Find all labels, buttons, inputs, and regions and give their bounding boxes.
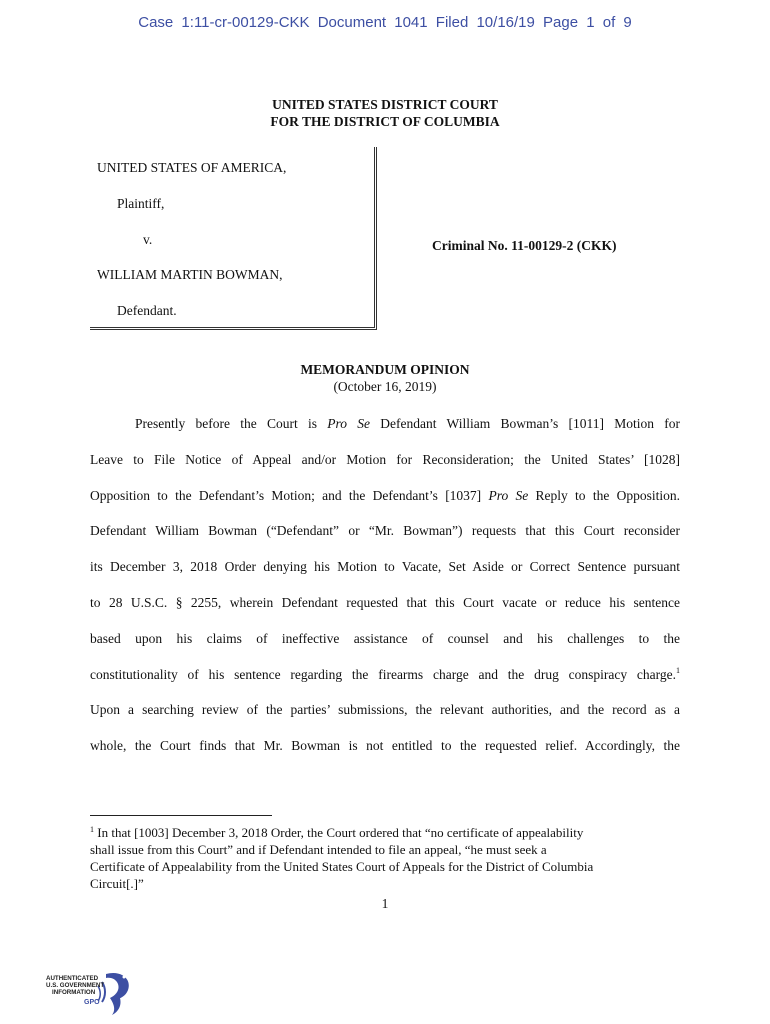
page-number: 1 xyxy=(381,896,389,911)
versus-label: v. xyxy=(143,232,153,247)
body-line: Defendant William Bowman (“Defendant” or “Mr. Bowman”) requests that this Court reconsider xyxy=(90,523,680,539)
gpo-eagle-icon xyxy=(98,973,129,1015)
body-line: Upon a searching review of the parties’ submissions, the relevant authorities, and the record as a xyxy=(90,702,680,718)
criminal-number: Criminal No. 11-00129-2 (CKK) xyxy=(432,238,617,253)
gpo-authentication-seal xyxy=(44,968,134,1016)
footnote-line: shall issue from this Court” and if Defendant intended to file an appeal, “he must seek a xyxy=(90,842,547,857)
case-header: Case 1:11-cr-00129-CKK Document 1041 Filed 10/16/19 Page 1 of 9 xyxy=(138,14,632,31)
seal-text-gpo: GPO xyxy=(84,999,100,1006)
body-line: Leave to File Notice of Appeal and/or Motion for Reconsideration; the United States’ [1028] xyxy=(90,451,680,467)
court-name xyxy=(0,96,770,130)
footnote xyxy=(90,824,690,892)
opinion-body xyxy=(90,406,680,764)
court-name-line-1: UNITED STATES DISTRICT COURT xyxy=(272,97,498,112)
plaintiff-name: UNITED STATES OF AMERICA, xyxy=(97,160,287,175)
body-line: based upon his claims of ineffective assistance of counsel and his challenges to the xyxy=(90,630,680,646)
court-name-line-2: FOR THE DISTRICT OF COLUMBIA xyxy=(270,114,500,129)
footnote-line: Circuit[.]” xyxy=(90,876,144,891)
footnote-divider xyxy=(90,815,272,816)
body-line: Presently before the Court is Pro Se Defendant William Bowman’s [1011] Motion for xyxy=(135,416,680,431)
footnote-line: Certificate of Appealability from the United States Court of Appeals for the District of Columbia xyxy=(90,859,594,874)
plaintiff-role: Plaintiff, xyxy=(117,196,165,211)
body-line: Opposition to the Defendant’s Motion; and the Defendant’s [1037] Pro Se Reply to the Opposition. xyxy=(90,487,680,503)
memo-title: MEMORANDUM OPINION xyxy=(300,362,470,377)
seal-text-line-3: INFORMATION xyxy=(52,989,96,996)
body-line: its December 3, 2018 Order denying his Motion to Vacate, Set Aside or Correct Sentence pursuant xyxy=(90,559,680,575)
seal-text-line-2: U.S. GOVERNMENT xyxy=(46,982,105,989)
body-line: to 28 U.S.C. § 2255, wherein Defendant requested that this Court vacate or reduce his sentence xyxy=(90,594,680,610)
seal-text-line-1: AUTHENTICATED xyxy=(46,975,99,982)
footnote-marker: 1 xyxy=(90,825,94,834)
defendant-name: WILLIAM MARTIN BOWMAN, xyxy=(97,267,283,282)
footnote-line: $^1$ In that [1003] December 3, 2018 Order, the Court ordered that “no certificate of appealability xyxy=(90,825,584,840)
memo-date: (October 16, 2019) xyxy=(333,379,437,394)
body-line: whole, the Court finds that Mr. Bowman is not entitled to the requested relief. Accordingly, the xyxy=(90,738,680,754)
footnote-reference[interactable]: 1 xyxy=(676,665,680,675)
defendant-role: Defendant. xyxy=(117,303,177,318)
body-line: constitutionality of his sentence regarding the firearms charge and the drug conspiracy charge.$^1$ xyxy=(90,665,680,682)
